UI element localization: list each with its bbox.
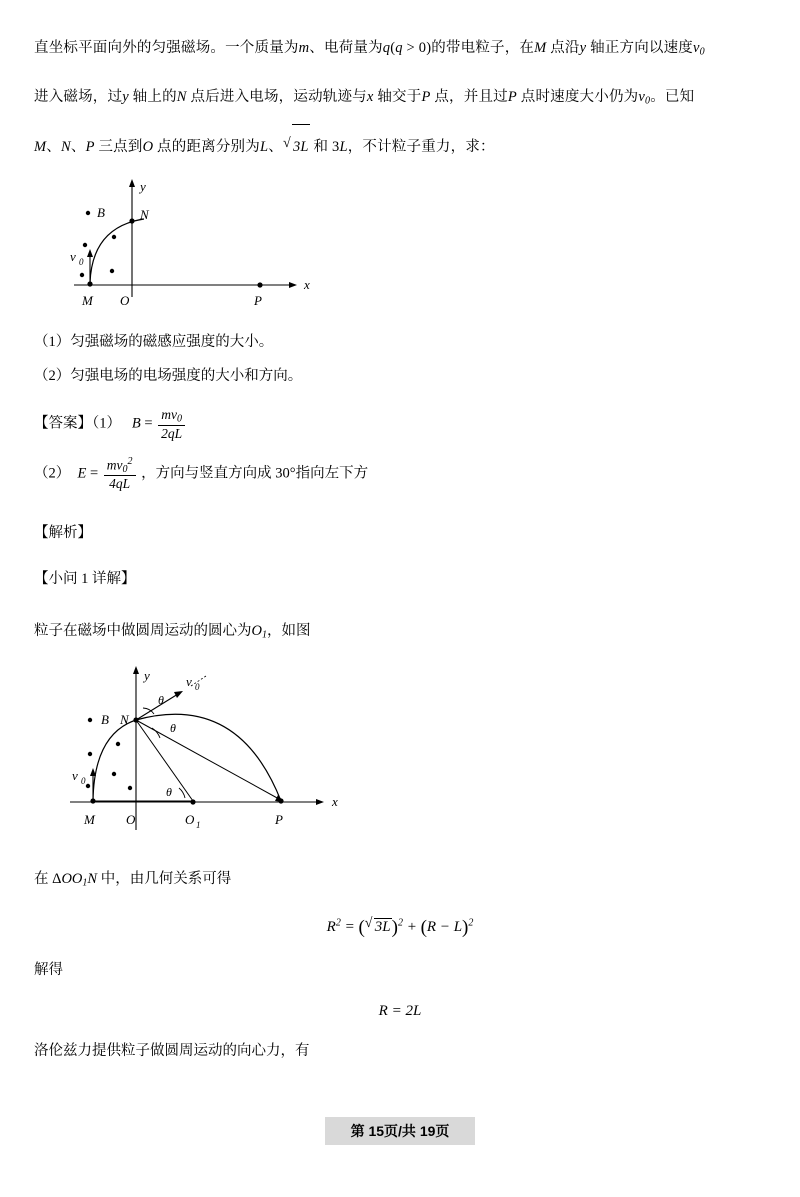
svg-text:x: x: [332, 794, 338, 810]
sub-question-label: 【小问 1 详解】: [34, 570, 136, 587]
answer-1-fraction: $\frac{mv_0}{2qL}$: [158, 407, 185, 442]
figure-1: [52, 175, 352, 315]
svg-text:B: B: [101, 712, 109, 728]
svg-text:B: B: [97, 205, 105, 220]
svg-text:x: x: [304, 277, 310, 292]
answer-2-prefix: （2）: [34, 464, 71, 481]
page-footer: [0, 1117, 800, 1145]
page-number: 第 15页/共 19页: [325, 1117, 476, 1145]
svg-text:v: v: [70, 249, 76, 264]
svg-text:N: N: [120, 712, 129, 728]
svg-text:v: v: [186, 674, 192, 690]
svg-text:0: 0: [79, 257, 84, 267]
answer-2: （2） E = $\frac{mv_0^2}{4qL}$ ，方向与竖直方向成 30°指向左下方: [34, 455, 369, 492]
answer-1: 【答案】（1） B = $\frac{mv_0}{2qL}$: [34, 407, 766, 442]
svg-text:0: 0: [195, 682, 200, 693]
svg-text:θ: θ: [170, 721, 176, 736]
svg-text:v: v: [72, 768, 78, 784]
svg-text:O: O: [185, 812, 195, 828]
svg-text:N: N: [140, 207, 149, 222]
svg-text:P: P: [254, 293, 262, 308]
svg-text:O: O: [126, 812, 136, 828]
svg-text:M: M: [84, 812, 95, 828]
svg-text:θ: θ: [166, 785, 172, 800]
analysis-line-2: 在 $\Delta OO_1N$ 中，由几何关系可得: [34, 871, 232, 889]
analysis-line-3: 洛伦兹力提供粒子做圆周运动的向心力，有: [34, 1042, 310, 1059]
equation-1: $R^2$ = ( √ $3L)^2 + (R - L)^2$: [34, 917, 766, 939]
problem-line-3: M、N、P 三点到O 点的距离分别为L、 √ 3L 和 3L，不计粒子重力，求：: [34, 123, 766, 169]
equation-2: R = 2L: [378, 1002, 422, 1019]
answer-2-fraction: $\frac{mv_0^2}{4qL}$: [104, 456, 136, 492]
svg-text:0: 0: [81, 776, 86, 787]
svg-text:y: y: [140, 179, 146, 194]
analysis-line-1: 粒子在磁场中做圆周运动的圆心为$O_1$，如图: [34, 622, 311, 641]
svg-text:y: y: [144, 668, 150, 684]
svg-text:P: P: [275, 812, 283, 828]
svg-text:M: M: [82, 293, 93, 308]
svg-text:θ: θ: [158, 693, 164, 708]
answer-label: 【答案】（1）: [34, 415, 121, 432]
analysis-label: 【解析】: [34, 524, 92, 541]
svg-text:O: O: [120, 293, 130, 308]
solve-label: 解得: [34, 961, 63, 978]
svg-text:1: 1: [196, 820, 201, 831]
question-1: （1）匀强磁场的磁感应强度的大小。: [34, 334, 274, 350]
question-2: （2）匀强电场的电场强度的大小和方向。: [34, 368, 303, 384]
figure-2: [48, 662, 378, 852]
problem-line-2: 进入磁场，过y 轴上的N 点后进入电场，运动轨迹与x 轴交于P 点，并且过P 点时速度大小仍为$v_0$。已知: [34, 88, 695, 106]
problem-line-1: 直坐标平面向外的匀强磁场。一个质量为m、电荷量为q(q > 0)的带电粒子，在M 点沿y 轴正方向以速度$v_0$: [34, 40, 705, 58]
answer-2-suffix: ，方向与竖直方向成 30°指向左下方: [141, 464, 369, 481]
